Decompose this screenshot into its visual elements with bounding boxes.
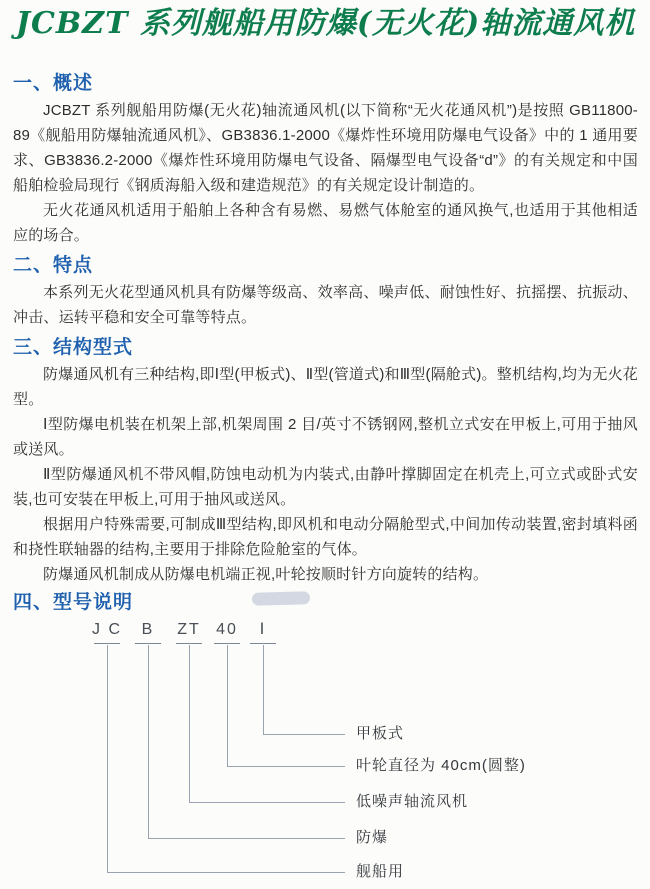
model-code-part: 40 xyxy=(216,621,238,638)
code-part-label: 防爆 xyxy=(356,829,389,846)
section-heading-structure: 三、结构型式 xyxy=(13,337,134,358)
model-code-part: J C xyxy=(92,621,122,638)
connector-horizontal-line xyxy=(107,872,345,873)
connector-vertical-line xyxy=(107,645,108,872)
code-underline xyxy=(94,643,120,644)
code-part-label: 叶轮直径为 40cm(圆整) xyxy=(356,757,526,774)
section-heading-model xyxy=(13,593,638,613)
overview-paragraph-1: JCBZT 系列舰船用防爆(无火花)轴流通风机(以下简称“无火花通风机”)是按照 GB11800-89《舰船用防爆轴流通风机》、GB3836.1-2000《爆炸性环境用防爆电气设备》中的 1 通用要求、GB3836.2-2000《爆炸性环境用防爆电气设备、隔爆型电气设备“d”》的有关规定和中国船舶检验局现行《钢质海船入级和建造规范》的有关规定设计制造的。 xyxy=(13,102,638,194)
structure-paragraph-5: 防爆通风机制成从防爆电机端正视,叶轮按顺时针方向旋转的结构。 xyxy=(43,566,489,583)
section-heading-overview: 一、概述 xyxy=(13,73,94,94)
structure-paragraph-4: 根据用户特殊需要,可制成Ⅲ型结构,即风机和电动分隔舱型式,中间加传动装置,密封填料函和挠性联轴器的结构,主要用于排除危险舱室的气体。 xyxy=(13,516,638,558)
structure-paragraph-2: Ⅰ型防爆电机装在机架上部,机架周围 2 目/英寸不锈钢网,整机立式安在甲板上,可用于抽风或送风。 xyxy=(13,416,638,458)
document-page xyxy=(0,4,650,889)
overview-paragraph-2: 无火花通风机适用于船舶上各种含有易燃、易燃气体舱室的通风换气,也适用于其他相适应的场合。 xyxy=(13,202,638,244)
section-heading-model-text: 四、型号说明 xyxy=(13,592,134,613)
section-heading-features: 二、特点 xyxy=(13,255,94,276)
connector-horizontal-line xyxy=(148,838,345,839)
document-title: JCBZT 系列舰船用防爆(无火花)轴流通风机 xyxy=(15,6,636,41)
connector-vertical-line xyxy=(189,645,190,802)
model-code-part: B xyxy=(141,621,155,638)
code-part-label: 甲板式 xyxy=(356,725,405,742)
scan-smudge xyxy=(252,591,310,606)
code-part-label: 舰船用 xyxy=(356,863,405,880)
connector-horizontal-line xyxy=(263,734,345,735)
code-underline xyxy=(176,643,202,644)
connector-vertical-line xyxy=(263,645,264,734)
connector-vertical-line xyxy=(148,645,149,838)
structure-paragraph-3: Ⅱ型防爆通风机不带风帽,防蚀电动机为内装式,由静叶撑脚固定在机壳上,可立式或卧式安装,也可安装在甲板上,可用于抽风或送风。 xyxy=(13,466,638,508)
structure-paragraph-1: 防爆通风机有三种结构,即Ⅰ型(甲板式)、Ⅱ型(管道式)和Ⅲ型(隔舱式)。整机结构,均为无火花型。 xyxy=(13,366,638,408)
code-underline xyxy=(135,643,161,644)
features-paragraph-1: 本系列无火花型通风机具有防爆等级高、效率高、噪声低、耐蚀性好、抗摇摆、抗振动、冲击、运转平稳和安全可靠等特点。 xyxy=(13,284,638,326)
code-underline xyxy=(214,643,240,644)
code-part-label: 低噪声轴流风机 xyxy=(356,793,469,810)
model-code-part: Ⅰ xyxy=(259,621,267,638)
connector-horizontal-line xyxy=(227,766,345,767)
connector-horizontal-line xyxy=(189,802,345,803)
connector-vertical-line xyxy=(227,645,228,766)
model-code-part: ZT xyxy=(177,621,201,638)
model-code-diagram xyxy=(0,613,650,889)
code-underline xyxy=(250,643,276,644)
